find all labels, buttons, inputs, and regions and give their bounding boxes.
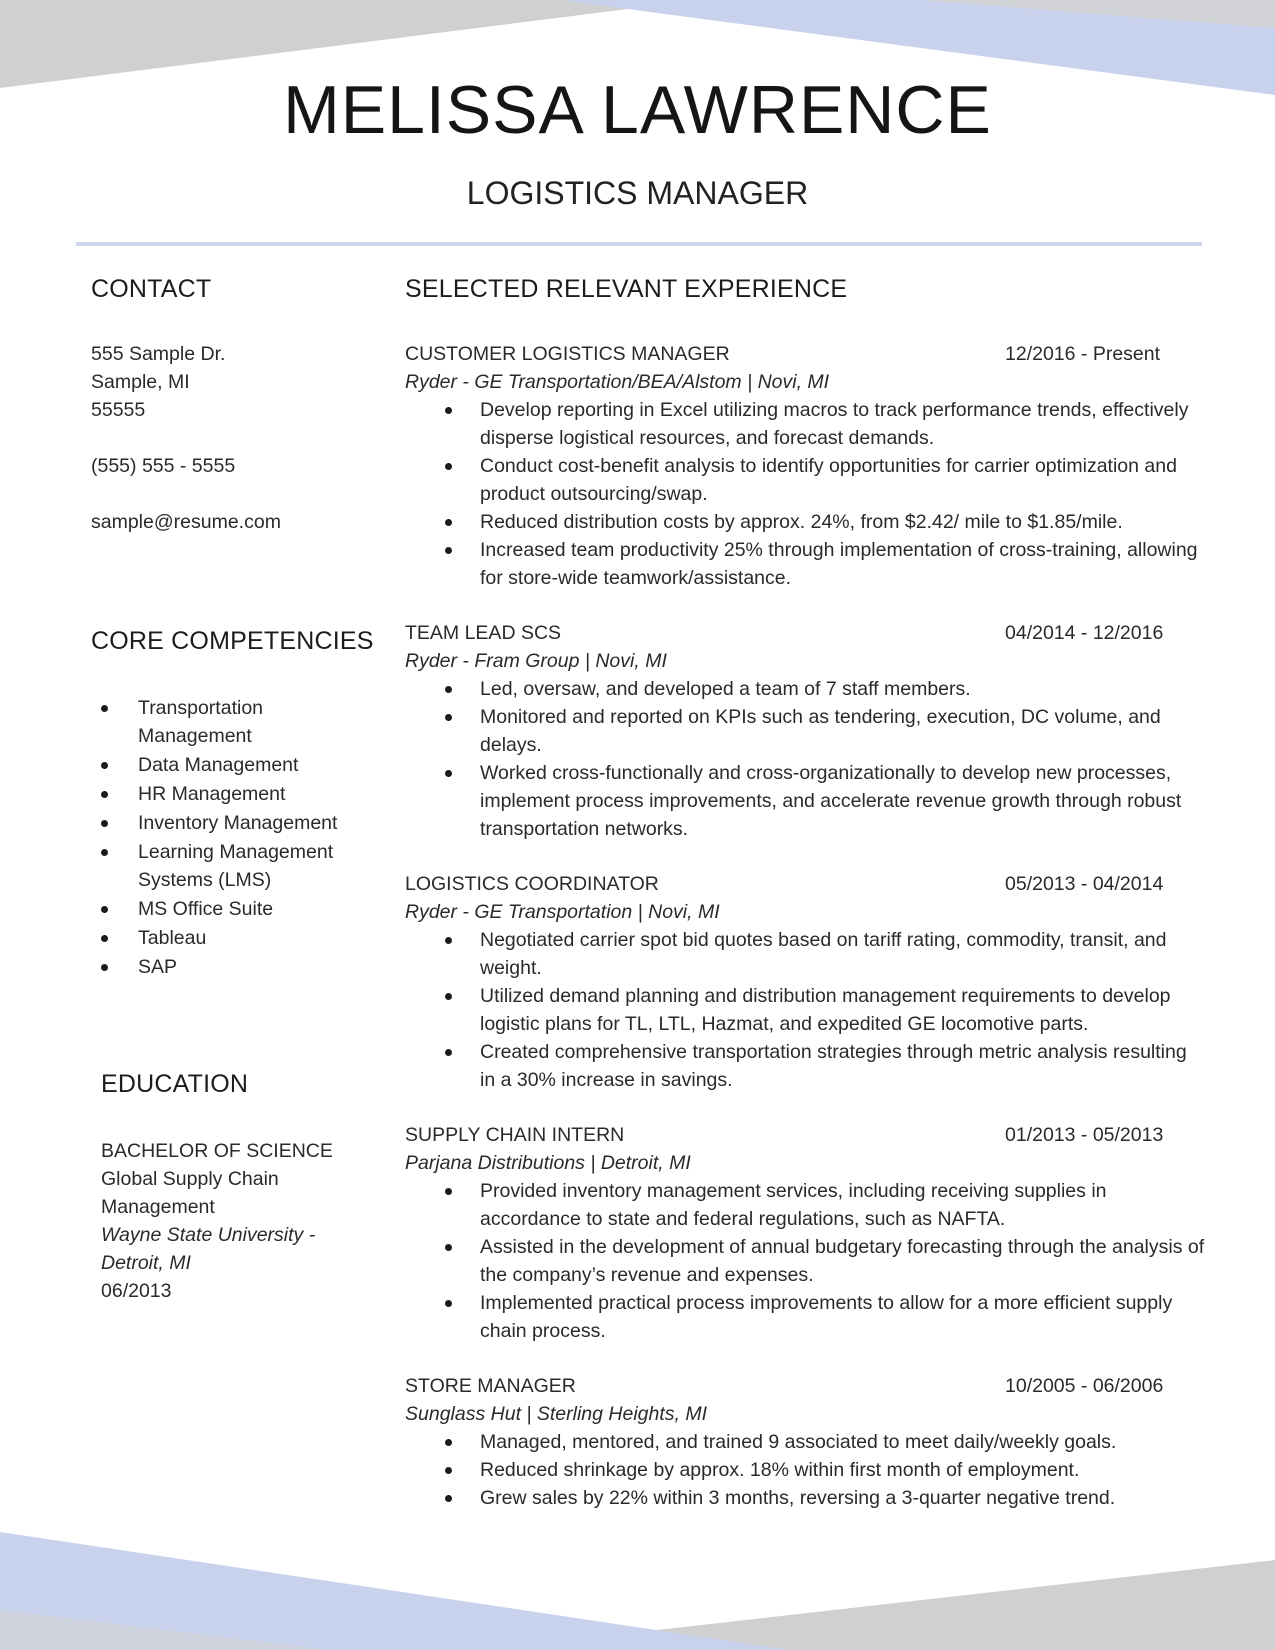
phone-number: (555) 555 - 5555 xyxy=(91,455,236,477)
bullet-icon xyxy=(101,964,108,971)
address-line2: Sample, MI xyxy=(91,371,190,393)
list-item: Conduct cost-benefit analysis to identify opportunities for carrier optimization and product outsourcing/swap. xyxy=(405,452,1205,508)
bullet-icon xyxy=(445,714,452,721)
job-dates: 04/2014 - 12/2016 xyxy=(1005,622,1164,644)
job-title: SUPPLY CHAIN INTERN xyxy=(405,1124,625,1146)
bullet-icon xyxy=(445,1244,452,1251)
list-item: HR Management xyxy=(91,780,381,808)
zip-code: 55555 xyxy=(91,399,146,421)
job-title: TEAM LEAD SCS xyxy=(405,622,562,644)
list-item: Created comprehensive transportation strategies through metric analysis resulting in a 30% increase in savings. xyxy=(405,1038,1205,1094)
candidate-title: LOGISTICS MANAGER xyxy=(466,175,809,211)
list-item: Transportation Management xyxy=(91,694,381,750)
bullet-icon xyxy=(445,1467,452,1474)
list-item: Led, oversaw, and developed a team of 7 staff members. xyxy=(405,675,1205,703)
job-title: LOGISTICS COORDINATOR xyxy=(405,873,659,895)
job-dates: 10/2005 - 06/2006 xyxy=(1005,1375,1164,1397)
list-item: Assisted in the development of annual budgetary forecasting through the analysis of the company’s revenue and expenses. xyxy=(405,1233,1205,1289)
job-duties xyxy=(405,1177,1205,1345)
competencies-heading: CORE COMPETENCIES xyxy=(91,627,374,655)
education-heading: EDUCATION xyxy=(101,1070,249,1098)
education-block xyxy=(101,1137,351,1305)
bullet-icon xyxy=(445,407,452,414)
bullet-icon xyxy=(101,762,108,769)
job-title: CUSTOMER LOGISTICS MANAGER xyxy=(405,343,730,365)
bullet-icon xyxy=(445,1439,452,1446)
job-dates: 12/2016 - Present xyxy=(1005,343,1161,365)
school: Wayne State University - Detroit, MI xyxy=(101,1224,316,1274)
bullet-icon xyxy=(445,937,452,944)
bullet-icon xyxy=(101,705,108,712)
job-entry xyxy=(405,340,1205,592)
list-item: Inventory Management xyxy=(91,809,381,837)
list-item: Reduced distribution costs by approx. 24%, from $2.42/ mile to $1.85/mile. xyxy=(405,508,1205,536)
job-company: Ryder - GE Transportation/BEA/Alstom | Novi, MI xyxy=(405,371,830,393)
job-duties xyxy=(405,675,1205,843)
list-item: MS Office Suite xyxy=(91,895,381,923)
list-item: Learning Management Systems (LMS) xyxy=(91,838,381,894)
list-item: Increased team productivity 25% through implementation of cross-training, allowing for store-wide teamwork/assistance. xyxy=(405,536,1205,592)
bullet-icon xyxy=(445,993,452,1000)
bullet-icon xyxy=(445,547,452,554)
job-company: Parjana Distributions | Detroit, MI xyxy=(405,1152,691,1174)
bullet-icon xyxy=(445,686,452,693)
experience-heading: SELECTED RELEVANT EXPERIENCE xyxy=(405,275,848,303)
graduation-date: 06/2013 xyxy=(101,1280,172,1302)
address-line1: 555 Sample Dr. xyxy=(91,343,226,365)
list-item: Provided inventory management services, including receiving supplies in accordance to state and federal regulations, such as NAFTA. xyxy=(405,1177,1205,1233)
job-title: STORE MANAGER xyxy=(405,1375,576,1397)
list-item: Develop reporting in Excel utilizing macros to track performance trends, effectively disperse logistical resources, and forecast demands. xyxy=(405,396,1205,452)
bullet-icon xyxy=(445,519,452,526)
job-duties xyxy=(405,1428,1205,1512)
degree: BACHELOR OF SCIENCE xyxy=(101,1140,333,1162)
field-of-study: Global Supply Chain Management xyxy=(101,1168,279,1218)
job-dates: 01/2013 - 05/2013 xyxy=(1005,1124,1164,1146)
list-item: SAP xyxy=(91,953,381,981)
list-item: Utilized demand planning and distribution management requirements to develop logistic plans for TL, LTL, Hazmat, and expedited GE locomotive parts. xyxy=(405,982,1205,1038)
bullet-icon xyxy=(101,791,108,798)
candidate-name: MELISSA LAWRENCE xyxy=(283,72,992,148)
bullet-icon xyxy=(101,820,108,827)
list-item: Implemented practical process improvements to allow for a more efficient supply chain process. xyxy=(405,1289,1205,1345)
list-item: Worked cross-functionally and cross-organizationally to develop new processes, implement process improvements, and accelerate revenue growth through robust transportation networks. xyxy=(405,759,1205,843)
bullet-icon xyxy=(445,1300,452,1307)
bullet-icon xyxy=(101,935,108,942)
list-item: Monitored and reported on KPIs such as tendering, execution, DC volume, and delays. xyxy=(405,703,1205,759)
job-entry xyxy=(405,870,1205,1094)
bullet-icon xyxy=(445,770,452,777)
list-item: Data Management xyxy=(91,751,381,779)
bullet-icon xyxy=(101,906,108,913)
list-item: Tableau xyxy=(91,924,381,952)
list-item: Managed, mentored, and trained 9 associated to meet daily/weekly goals. xyxy=(405,1428,1205,1456)
job-dates: 05/2013 - 04/2014 xyxy=(1005,873,1164,895)
job-company: Ryder - Fram Group | Novi, MI xyxy=(405,650,667,672)
contact-block xyxy=(91,340,371,536)
bullet-icon xyxy=(445,1188,452,1195)
bullet-icon xyxy=(445,463,452,470)
list-item: Grew sales by 22% within 3 months, reversing a 3-quarter negative trend. xyxy=(405,1484,1205,1512)
bullet-icon xyxy=(445,1495,452,1502)
job-entry xyxy=(405,1121,1205,1345)
job-duties xyxy=(405,926,1205,1094)
competencies-list xyxy=(91,694,381,982)
job-company: Ryder - GE Transportation | Novi, MI xyxy=(405,901,720,923)
email-address: sample@resume.com xyxy=(91,511,281,533)
job-duties xyxy=(405,396,1205,592)
job-entry xyxy=(405,1372,1205,1512)
bullet-icon xyxy=(445,1049,452,1056)
job-company: Sunglass Hut | Sterling Heights, MI xyxy=(405,1403,708,1425)
list-item: Reduced shrinkage by approx. 18% within first month of employment. xyxy=(405,1456,1205,1484)
header-divider xyxy=(76,242,1202,246)
list-item: Negotiated carrier spot bid quotes based on tariff rating, commodity, transit, and weight. xyxy=(405,926,1205,982)
experience-list xyxy=(405,340,1205,1539)
job-entry xyxy=(405,619,1205,843)
contact-heading: CONTACT xyxy=(91,275,212,303)
bullet-icon xyxy=(101,849,108,856)
